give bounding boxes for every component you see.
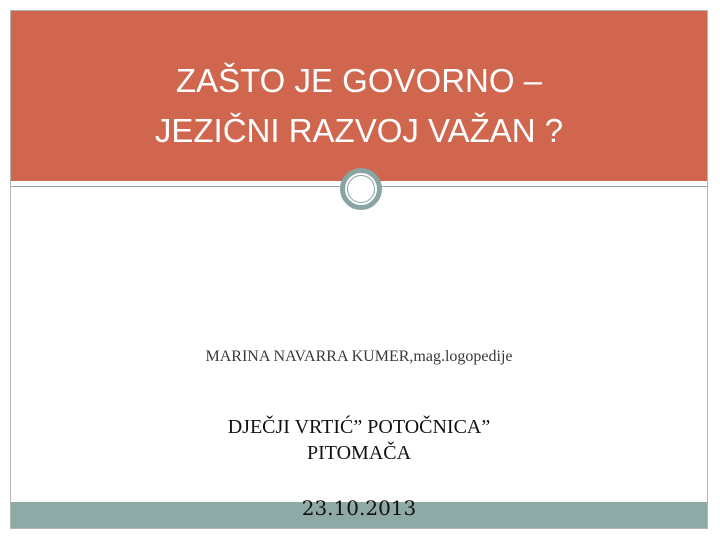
slide-title: ZAŠTO JE GOVORNO – JEZIČNI RAZVOJ VAŽAN ? <box>154 62 564 149</box>
organization-name: DJEČJI VRTIĆ” POTOČNICA” PITOMAČA <box>227 416 491 464</box>
presentation-date: 23.10.2013 <box>301 496 417 520</box>
circle-ring-icon <box>340 168 382 210</box>
author-line: MARINA NAVARRA KUMER,mag.logopedije <box>205 348 513 365</box>
circle-ring-inner <box>347 175 375 203</box>
